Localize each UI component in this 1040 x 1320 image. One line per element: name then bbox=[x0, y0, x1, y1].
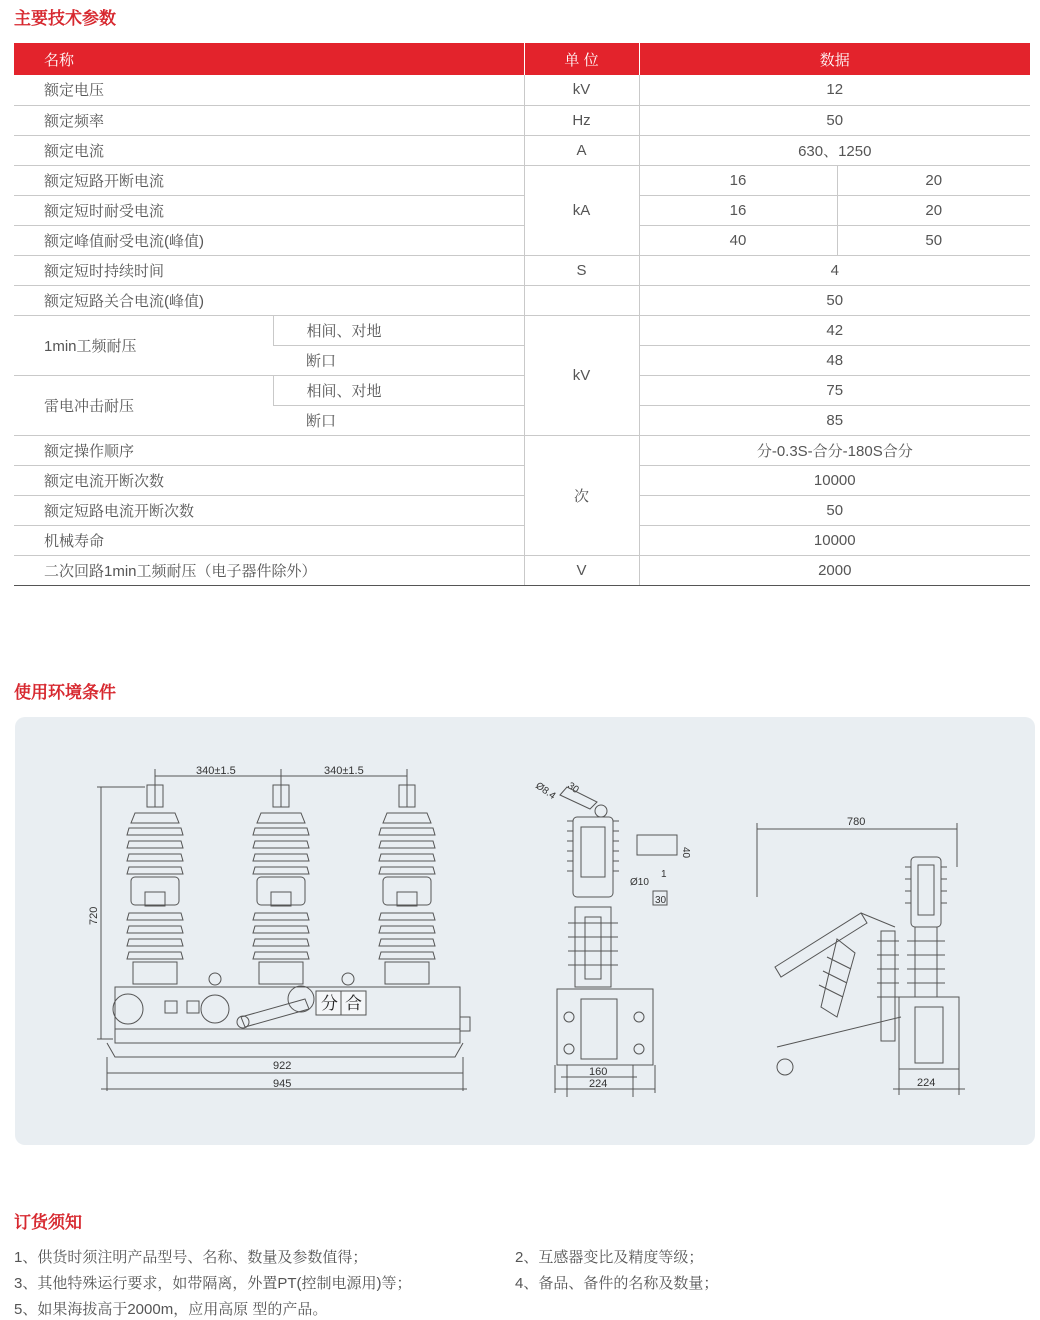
table-row bbox=[14, 525, 1030, 555]
row-value: 75 bbox=[639, 375, 1030, 405]
row-unit: V bbox=[524, 555, 639, 585]
dim-height: 720 bbox=[88, 906, 100, 925]
dim-top: 30 bbox=[565, 780, 581, 796]
dim-side-inner: 160 bbox=[589, 1066, 608, 1078]
row-label: 额定频率 bbox=[14, 105, 524, 135]
front-view-drawing bbox=[88, 765, 470, 1091]
order-section-title: 订货须知 bbox=[14, 1213, 82, 1232]
row-label: 1min工频耐压 bbox=[14, 315, 273, 375]
table-row bbox=[14, 225, 1030, 255]
row-value-a: 40 bbox=[639, 225, 837, 255]
dim-install-width: 780 bbox=[847, 816, 866, 828]
row-value-a: 16 bbox=[639, 165, 837, 195]
row-sublabel: 相间、对地 bbox=[273, 375, 524, 405]
table-row bbox=[14, 135, 1030, 165]
table-row bbox=[14, 495, 1030, 525]
row-label: 额定电流 bbox=[14, 135, 524, 165]
row-unit: 次 bbox=[524, 435, 639, 555]
dim-pin-b: 30 bbox=[655, 895, 667, 906]
table-row bbox=[14, 195, 1030, 225]
row-sublabel: 断口 bbox=[273, 405, 524, 435]
dim-pin-c: 1 bbox=[661, 869, 667, 880]
dim-width-outer: 945 bbox=[273, 1078, 292, 1090]
side-view-drawing bbox=[533, 780, 691, 1097]
row-unit: Hz bbox=[524, 105, 639, 135]
row-label: 雷电冲击耐压 bbox=[14, 375, 273, 435]
row-sublabel: 相间、对地 bbox=[273, 315, 524, 345]
dim-install-depth: 224 bbox=[917, 1077, 936, 1089]
row-value: 48 bbox=[639, 345, 1030, 375]
row-unit: A bbox=[524, 135, 639, 165]
row-label: 额定短路关合电流(峰值) bbox=[14, 285, 524, 315]
dim-side-outer: 224 bbox=[589, 1078, 608, 1090]
technical-drawings bbox=[15, 717, 1035, 1145]
row-value-a: 16 bbox=[639, 195, 837, 225]
env-section-title: 使用环境条件 bbox=[14, 683, 116, 702]
row-value: 10000 bbox=[639, 465, 1030, 495]
table-row bbox=[14, 465, 1030, 495]
order-note: 4、备品、备件的名称及数量； bbox=[515, 1275, 719, 1292]
dim-width-inner: 922 bbox=[273, 1060, 292, 1072]
row-value: 630、1250 bbox=[639, 135, 1030, 165]
table-row bbox=[14, 255, 1030, 285]
row-label: 二次回路1min工频耐压（电子器件除外） bbox=[14, 555, 524, 585]
table-row bbox=[14, 435, 1030, 465]
spec-table bbox=[14, 43, 1030, 586]
row-sublabel: 断口 bbox=[273, 345, 524, 375]
dim-spacing-left: 340±1.5 bbox=[196, 765, 236, 777]
order-note: 5、如果海拔高于2000m，应用高原 型的产品。 bbox=[14, 1301, 328, 1318]
row-unit: S bbox=[524, 255, 639, 285]
row-value-b: 20 bbox=[837, 195, 1030, 225]
dim-bracket: 40 bbox=[680, 847, 691, 859]
row-value: 12 bbox=[639, 75, 1030, 105]
table-row bbox=[14, 75, 1030, 105]
drawing-panel bbox=[15, 717, 1035, 1145]
row-label: 额定峰值耐受电流(峰值) bbox=[14, 225, 524, 255]
row-label: 额定短路开断电流 bbox=[14, 165, 524, 195]
table-row bbox=[14, 285, 1030, 315]
header-unit: 单 位 bbox=[524, 43, 639, 75]
dim-hole: Ø8.4 bbox=[533, 780, 558, 802]
row-unit-empty bbox=[524, 285, 639, 315]
indicator-close: 合 bbox=[345, 994, 362, 1013]
row-label: 额定电压 bbox=[14, 75, 524, 105]
row-value-b: 50 bbox=[837, 225, 1030, 255]
row-value: 2000 bbox=[639, 555, 1030, 585]
row-label: 额定短时耐受电流 bbox=[14, 195, 524, 225]
indicator-open: 分 bbox=[321, 994, 338, 1013]
row-value: 4 bbox=[639, 255, 1030, 285]
order-note: 2、互感器变比及精度等级； bbox=[515, 1249, 704, 1266]
table-row bbox=[14, 165, 1030, 195]
spec-section-title: 主要技术参数 bbox=[14, 9, 116, 28]
row-unit: kV bbox=[524, 315, 639, 435]
row-value: 42 bbox=[639, 315, 1030, 345]
row-unit: kA bbox=[524, 165, 639, 255]
row-label: 额定电流开断次数 bbox=[14, 465, 524, 495]
order-note: 1、供货时须注明产品型号、名称、数量及参数值得； bbox=[14, 1249, 368, 1266]
row-label: 额定短时持续时间 bbox=[14, 255, 524, 285]
row-value: 50 bbox=[639, 105, 1030, 135]
front-pole bbox=[253, 779, 309, 984]
row-value-b: 20 bbox=[837, 165, 1030, 195]
table-row bbox=[14, 105, 1030, 135]
row-unit: kV bbox=[524, 75, 639, 105]
row-label: 额定短路电流开断次数 bbox=[14, 495, 524, 525]
table-row bbox=[14, 555, 1030, 585]
install-view-drawing bbox=[757, 816, 965, 1095]
dim-spacing-right: 340±1.5 bbox=[324, 765, 364, 777]
table-row bbox=[14, 315, 1030, 345]
order-note: 3、其他特殊运行要求，如带隔离，外置PT(控制电源用)等； bbox=[14, 1275, 412, 1292]
row-value: 分-0.3S-合分-180S合分 bbox=[639, 435, 1030, 465]
row-label: 机械寿命 bbox=[14, 525, 524, 555]
dim-pin: Ø10 bbox=[630, 877, 649, 888]
row-label: 额定操作顺序 bbox=[14, 435, 524, 465]
table-header-row bbox=[14, 43, 1030, 75]
row-value: 50 bbox=[639, 285, 1030, 315]
row-value: 85 bbox=[639, 405, 1030, 435]
front-pole bbox=[379, 779, 435, 984]
front-pole bbox=[127, 779, 183, 984]
header-data: 数据 bbox=[639, 43, 1030, 75]
row-value: 10000 bbox=[639, 525, 1030, 555]
header-name: 名称 bbox=[14, 43, 524, 75]
table-row bbox=[14, 375, 1030, 405]
row-value: 50 bbox=[639, 495, 1030, 525]
